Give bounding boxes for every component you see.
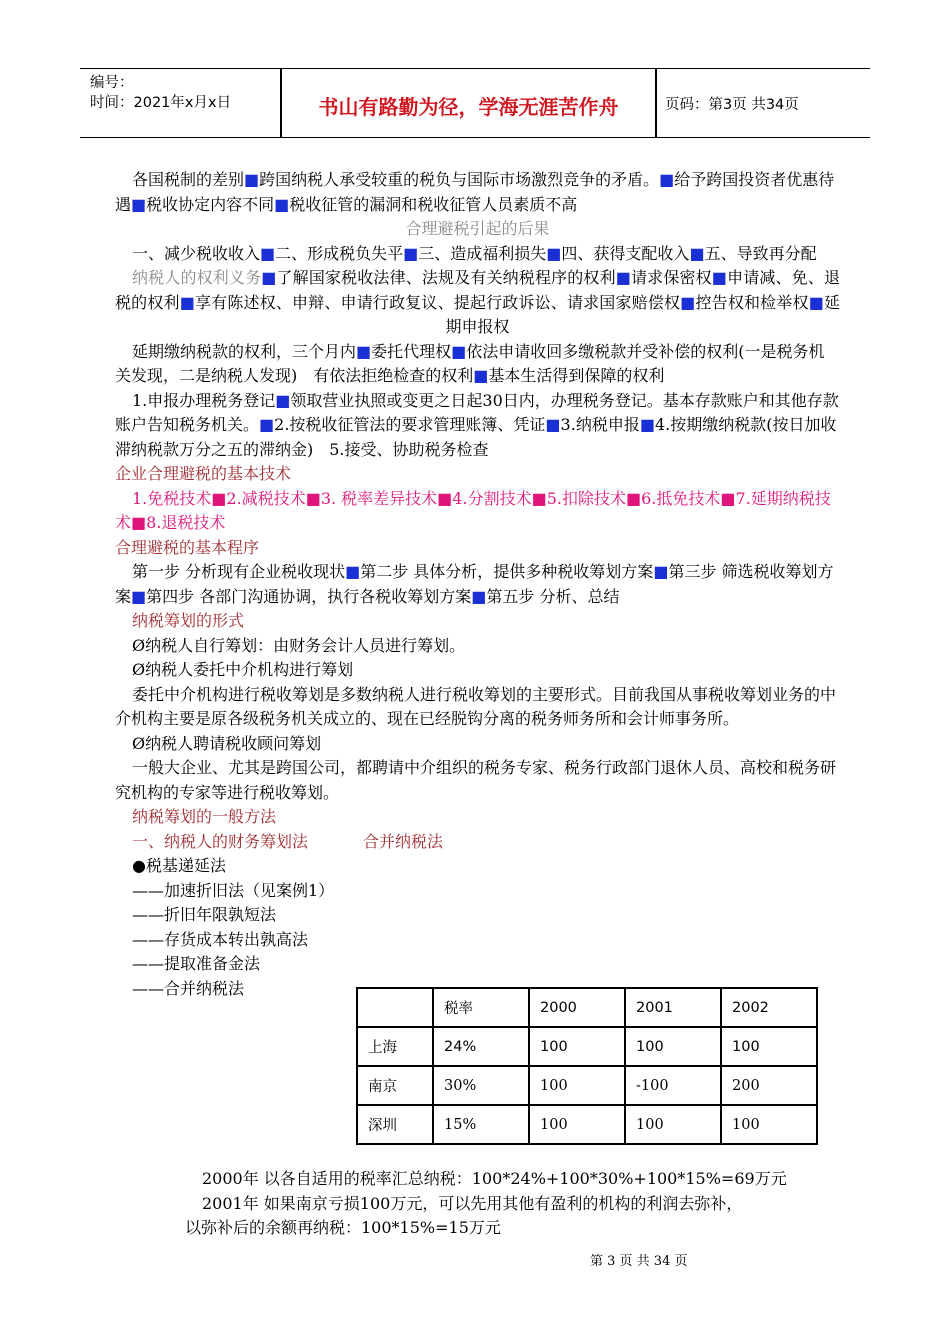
table-cell — [357, 988, 433, 1027]
paragraph-obligations: 1.申报办理税务登记■领取营业执照或变更之日起30日内，办理税务登记。基本存款账户和其他存款账户告知税务机关。■2.按税收征管法的要求管理账簿、凭证■3.纳税申报■4.按期缴纳税款(按日加收滞纳税款万分之五的滞纳金) 5.接受、协助税务检查 — [115, 390, 839, 459]
paragraph-tax-differences: 各国税制的差别■跨国纳税人承受较重的税负与国际市场激烈竞争的矛盾。■给予跨国投资者优惠待遇■税收协定内容不同■税收征管的漏洞和税收征管人员素质不高 — [115, 170, 835, 214]
table-cell: 100 — [625, 1105, 721, 1144]
table-cell: 2000 — [529, 988, 625, 1027]
paragraph-deferral-rights: 延期缴纳税款的权利，三个月内■委托代理权■依法申请收回多缴税款并受补偿的权利(一是税务机关发现，二是纳税人发现) 有依法拒绝检查的权利■基本生活得到保障的权利 — [115, 341, 825, 385]
document-header — [80, 68, 870, 138]
table-cell: 24% — [433, 1027, 529, 1066]
header-meta — [90, 73, 231, 113]
table-row — [357, 1105, 817, 1144]
list-item: ——折旧年限孰短法 — [132, 905, 277, 924]
page-footer: 第 3 页 共 34 页 — [590, 1254, 688, 1269]
number-label: 编号： — [90, 75, 134, 91]
paragraph-procedure: 第一步 分析现有企业税收现状■第二步 具体分析，提供多种税收筹划方案■第三步 筛选税收筹划方案■第四步 各部门沟通协调，执行各税收筹划方案■第五步 分析、总结 — [115, 562, 834, 606]
list-item: ●税基递延法 — [132, 856, 226, 875]
table-cell: 南京 — [357, 1066, 433, 1105]
divider — [655, 69, 657, 137]
method-list — [115, 854, 840, 1001]
calculation-block — [185, 1167, 865, 1241]
table-cell: 税率 — [433, 988, 529, 1027]
table-cell: 200 — [721, 1066, 817, 1105]
table-cell: 2001 — [625, 988, 721, 1027]
table-cell: 30% — [433, 1066, 529, 1105]
table-cell: 100 — [721, 1105, 817, 1144]
paragraph-consultants: 一般大企业、尤其是跨国公司，都聘请中介组织的税务专家、税务行政部门退休人员、高校和税务研究机构的专家等进行税收筹划。 — [115, 758, 837, 802]
list-item: ——加速折旧法（见案例1） — [132, 880, 335, 900]
heading-techniques: 企业合理避税的基本技术 — [115, 464, 292, 483]
list-item: ——合并纳税法 — [132, 978, 245, 998]
paragraph-rights: 纳税人的权利义务■了解国家税收法律、法规及有关纳税程序的权利■请求保密权■申请减、免、退税的权利■享有陈述权、申辩、申请行政复议、提起行政诉讼、请求国家赔偿权■控告权和检举权■延期申报权 — [115, 268, 840, 336]
calc-line: 2000年 以各自适用的税率汇总纳税：100*24%+100*30%+100*15%=69万元 — [202, 1169, 787, 1188]
heading-procedure: 合理避税的基本程序 — [115, 537, 260, 557]
table-row — [357, 1027, 817, 1066]
heading-consequences: 合理避税引起的后果 — [405, 219, 550, 238]
list-item: ——存货成本转出孰高法 — [132, 929, 309, 949]
page-label: 页码：第3页 共34页 — [665, 97, 799, 113]
paragraph-techniques: 1.免税技术■2.减税技术■3. 税率差异技术■4.分割技术■5.扣除技术■6.抵免技术■7.延期纳税技术■8.退税技术 — [115, 488, 831, 532]
table-cell: 上海 — [357, 1027, 433, 1066]
table-cell: 深圳 — [357, 1105, 433, 1144]
table-cell: 100 — [529, 1027, 625, 1066]
table-cell: 15% — [433, 1105, 529, 1144]
tax-rate-table — [356, 987, 818, 1145]
table-row — [357, 1066, 817, 1105]
table-cell: 100 — [721, 1027, 817, 1066]
table-header-row — [357, 988, 817, 1027]
method-heading: 一、纳税人的财务筹划法 合并纳税法 — [132, 831, 444, 851]
document-body — [115, 168, 840, 1001]
form-item: Ø纳税人委托中介机构进行筹划 — [132, 660, 354, 679]
table-cell: -100 — [625, 1066, 721, 1105]
list-item: ——提取准备金法 — [132, 954, 261, 973]
heading-forms: 纳税筹划的形式 — [132, 611, 245, 630]
paragraph-consequences: 一、减少税收收入■二、形成税负失平■三、造成福利损失■四、获得支配收入■五、导致再分配 — [132, 243, 817, 263]
form-item: Ø纳税人自行筹划：由财务会计人员进行筹划。 — [132, 635, 466, 655]
header-motto: 书山有路勤为径，学海无涯苦作舟 — [318, 95, 619, 119]
table-cell: 100 — [529, 1066, 625, 1105]
table-cell: 100 — [529, 1105, 625, 1144]
time-label: 时间：2021年x月x日 — [90, 95, 232, 111]
form-item: Ø纳税人聘请税收顾问筹划 — [132, 733, 322, 753]
calc-line: 以弥补后的余额再纳税：100*15%=15万元 — [185, 1218, 501, 1237]
table-cell: 100 — [625, 1027, 721, 1066]
table-cell: 2002 — [721, 988, 817, 1027]
heading-methods: 纳税筹划的一般方法 — [132, 807, 277, 826]
paragraph-agency: 委托中介机构进行税收筹划是多数纳税人进行税收筹划的主要形式。目前我国从事税收筹划业务的中介机构主要是原各级税务机关成立的、现在已经脱钩分离的税务师务所和会计师事务所。 — [115, 684, 837, 728]
calc-line: 2001年 如果南京亏损100万元，可以先用其他有盈利的机构的利润去弥补， — [202, 1193, 743, 1213]
